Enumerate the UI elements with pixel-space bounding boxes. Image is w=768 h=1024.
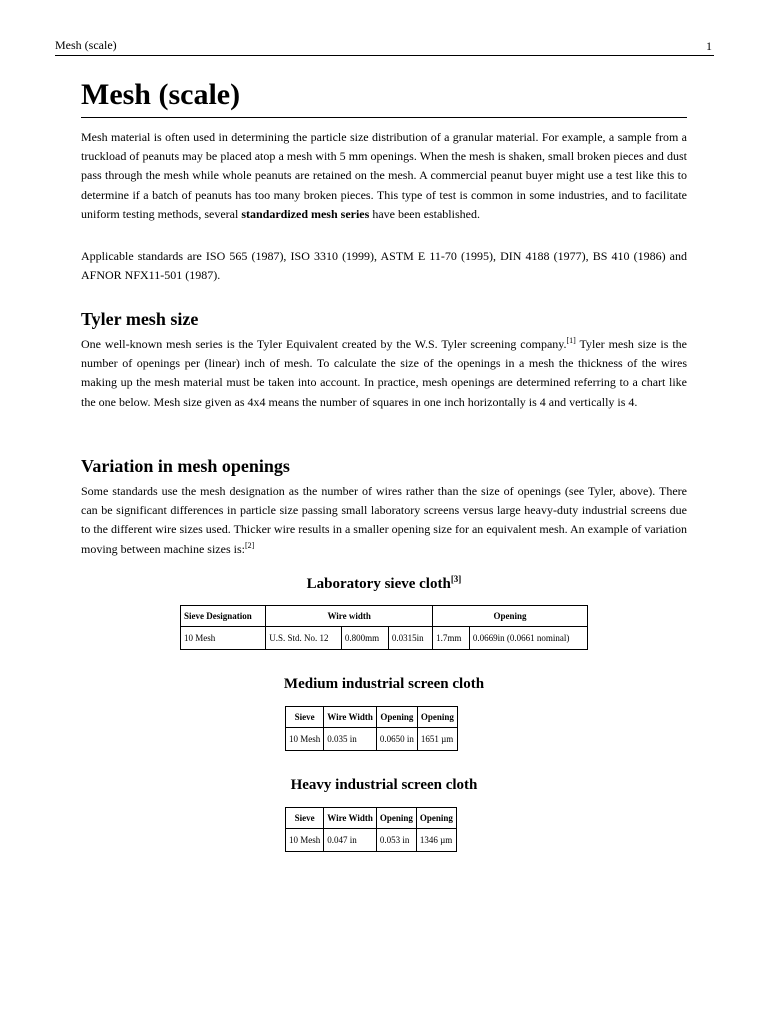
- medium-caption: Medium industrial screen cloth: [283, 676, 485, 692]
- tyler-text-end: Tyler mesh size is the number of openings per (linear) inch of mesh. To calculate the size of the openings in a mesh the thickness of the wires making up the mesh material must be taken into account. In practice, mesh openings are determined referring to a chart like the one below. Mesh size given as 4x4 means the number of squares in one inch horizontally is 4 and vertically is 4.: [81, 337, 687, 409]
- article-title: Mesh (scale): [81, 77, 687, 118]
- reference-1: [1]: [566, 336, 576, 345]
- laboratory-caption-text: Laboratory sieve cloth: [306, 576, 451, 592]
- column-header: Sieve: [286, 707, 324, 728]
- intro-paragraph: [81, 128, 687, 224]
- column-header: Opening: [433, 606, 588, 627]
- table-cell: 0.035 in: [324, 728, 377, 751]
- table-cell: 0.0669in (0.0661 nominal): [469, 627, 587, 650]
- table-cell: 0.0315in: [388, 627, 432, 650]
- table-cell: 10 Mesh: [181, 627, 266, 650]
- heavy-caption: Heavy industrial screen cloth: [290, 777, 478, 793]
- intro-text-end: have been established.: [369, 206, 480, 221]
- heavy-screen-table: [285, 807, 457, 852]
- variation-paragraph: [81, 482, 687, 559]
- table-cell: 1651 µm: [417, 728, 457, 751]
- column-header: Opening: [416, 808, 456, 829]
- column-header: Sieve Designation: [181, 606, 266, 627]
- column-header: Wire width: [266, 606, 433, 627]
- tyler-paragraph: [81, 335, 687, 412]
- variation-heading: Variation in mesh openings: [81, 456, 290, 476]
- tyler-heading: Tyler mesh size: [81, 309, 199, 329]
- table-header-row: [286, 808, 457, 829]
- table-cell: 0.047 in: [324, 829, 377, 852]
- column-header: Opening: [417, 707, 457, 728]
- laboratory-sieve-table: [180, 605, 588, 650]
- reference-2: [2]: [244, 540, 255, 550]
- table-cell: 0.053 in: [376, 829, 416, 852]
- column-header: Opening: [376, 707, 417, 728]
- column-header: Wire Width: [324, 808, 377, 829]
- variation-text: Some standards use the mesh designation as the number of wires rather than the size of openings (see Tyler, above). There can be significant differences in particle size passing small laboratory screens versus large heavy-duty industrial screens due to the different wire sizes used. Thicker wire results in a smaller opening size for an equivalent mesh. An example of variation moving between machine sizes is:: [81, 484, 687, 556]
- page-number: 1: [706, 39, 712, 53]
- table-cell: 10 Mesh: [286, 829, 324, 852]
- table-cell: 1346 µm: [416, 829, 456, 852]
- table-header-row: [286, 707, 458, 728]
- intro-text-start: Mesh material is often used in determining the particle size distribution of a granular material. For example, a sample from a truckload of peanuts may be placed atop a mesh with 5 mm openings. When the mesh is shaken, small broken pieces and dust pass through the mesh while whole peanuts are retained on the mesh. A commercial peanut buyer might use a test like this to determine if a batch of peanuts has too many broken pieces. This type of test is common in some industries, and to facilitate uniform testing methods, several: [81, 130, 687, 221]
- table-cell: 0.800mm: [341, 627, 388, 650]
- tyler-text-start: One well-known mesh series is the Tyler Equivalent created by the W.S. Tyler screening company.: [81, 337, 567, 351]
- column-header: Sieve: [286, 808, 324, 829]
- table-cell: 1.7mm: [433, 627, 470, 650]
- table-row: [181, 627, 588, 650]
- column-header: Opening: [376, 808, 416, 829]
- table-row: [286, 829, 457, 852]
- standardized-mesh-series-term: standardized mesh series: [241, 206, 370, 221]
- running-header-title: Mesh (scale): [55, 38, 117, 52]
- laboratory-caption: [81, 574, 687, 593]
- table-cell: U.S. Std. No. 12: [266, 627, 342, 650]
- table-header-row: [181, 606, 588, 627]
- table-cell: 10 Mesh: [286, 728, 324, 751]
- column-header: Wire Width: [324, 707, 377, 728]
- table-row: [286, 728, 458, 751]
- reference-3: [3]: [450, 574, 462, 584]
- running-header: [55, 37, 714, 56]
- table-cell: 0.0650 in: [376, 728, 417, 751]
- standards-paragraph: Applicable standards are ISO 565 (1987), ISO 3310 (1999), ASTM E 11-70 (1995), DIN 4188 (1977), BS 410 (1986) and AFNOR NFX11-501 (1987).: [81, 249, 687, 283]
- medium-screen-table: [285, 706, 458, 751]
